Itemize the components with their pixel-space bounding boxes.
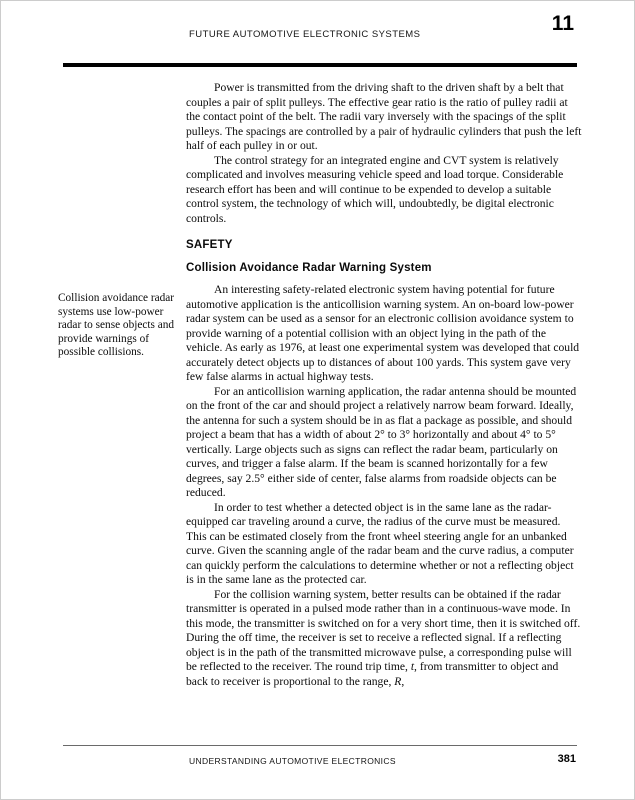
margin-note: Collision avoidance radar systems use low-power radar to sense objects and provide warnings of possible collisions.: [58, 292, 175, 359]
running-head: FUTURE AUTOMOTIVE ELECTRONIC SYSTEMS: [189, 29, 421, 40]
subsection-heading: Collision Avoidance Radar Warning System: [186, 262, 432, 274]
paragraph: [186, 81, 582, 154]
paragraph: [186, 588, 582, 690]
footer-running-title: UNDERSTANDING AUTOMOTIVE ELECTRONICS: [189, 756, 396, 766]
footer-rule: [63, 745, 577, 746]
paragraph: [186, 283, 582, 385]
text-segment: The control strategy for an integrated engine and CVT system is relatively complicated and involves measuring vehicle speed and load torque. Considerable research effort has been and will continue to be expended to develop a suitable control system, the technology of which will, undoubtedly, be digital electronic controls.: [186, 153, 564, 225]
italic-variable: R: [394, 674, 402, 688]
text-segment: For an anticollision warning application, the radar antenna should be mounted on the front of the car and should project a relatively narrow beam forward. Ideally, the antenna for such a system should be in as flat a package as possible, and should project a beam that has a width of about 2° to 3° horizontally and about 4° to 5° vertically. Large objects such as signs can reflect the radar beam, particularly on curves, and trigger a false alarm. If the beam is scanned horizontally for a few degrees, say 2.5° either side of center, false alarms from roadside objects can be reduced.: [186, 384, 577, 499]
chapter-number: 11: [551, 12, 574, 35]
paragraph: [186, 154, 582, 227]
italic-variable: t: [410, 660, 415, 673]
header-rule: [63, 63, 577, 67]
text-segment: In order to test whether a detected object is in the same lane as the radar-equipped car traveling around a curve, the radius of the curve must be measured. This can be estimated closely from the front wheel steering angle for an unbanked curve. Given the scanning angle of the radar beam and the curve radius, a computer can quickly perform the calculations to determine whether or not a reflecting object is in the same lane as the protected car.: [186, 500, 574, 586]
paragraph: [186, 501, 582, 588]
text-segment: , from transmitter to object and back to receiver is proportional to the range,: [186, 660, 559, 688]
text-segment: Power is transmitted from the driving shaft to the driven shaft by a belt that couples a pair of split pulleys. The effective gear ratio is the ratio of pulley radii at the contact point of the belt. The radii vary inversely with the spacings of the split pulleys. The spacings are controlled by a pair of hydraulic cylinders that push the left half of each pulley in or out.: [186, 81, 582, 152]
text-segment: For the collision warning system, better results can be obtained if the radar transmitter is operated in a pulsed mode rather than in a continuous-wave mode. In this mode, the transmitter is switched on for a very short time, then it is switched off. During the off time, the receiver is set to receive a reflected signal. If a reflecting object is in the path of the transmitted microwave pulse, a corresponding pulse will be reflected to the receiver. The round trip time,: [186, 587, 581, 673]
content-column: [186, 81, 582, 689]
text-segment: An interesting safety-related electronic system having potential for future automotive application is the anticollision warning system. An on-board low-power radar system can be used as a sensor for an electronic collision avoidance system to provide warning of a potential collision with an object lying in the path of the vehicle. As early as 1976, at least one experimental system was developed that could accurately detect objects up to distances of about 100 yards. This system gave very few false alarms in actual highway tests.: [186, 283, 580, 383]
paragraph: [186, 385, 582, 501]
page-number: 381: [557, 753, 576, 765]
section-heading: SAFETY: [186, 239, 233, 251]
text-segment: ,: [401, 674, 405, 688]
